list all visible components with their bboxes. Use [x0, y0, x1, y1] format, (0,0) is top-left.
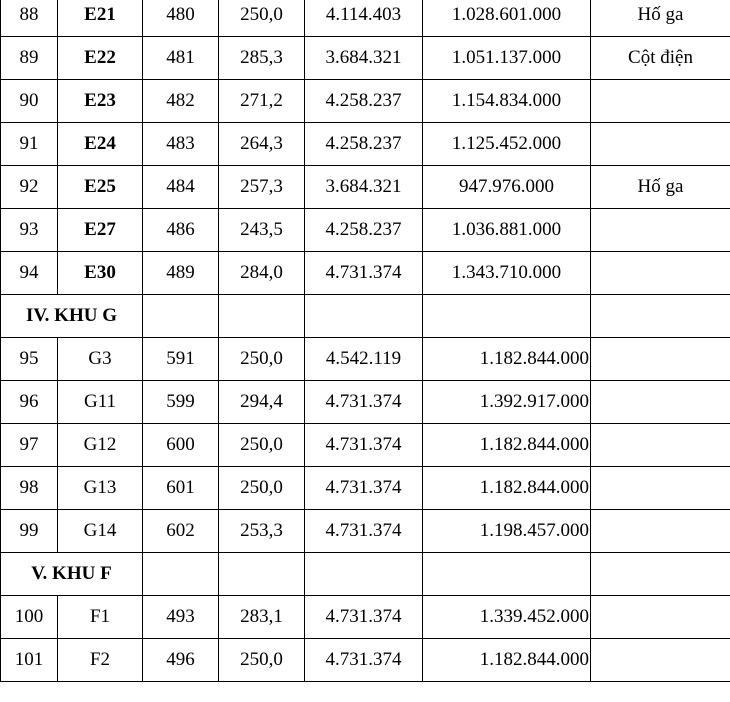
plot-code-cell: G14: [58, 510, 143, 553]
area-cell: 250,0: [219, 424, 305, 467]
area-cell: 250,0: [219, 0, 305, 37]
section-row: [1, 295, 730, 338]
note-cell: [591, 510, 730, 553]
table-row: [1, 381, 730, 424]
note-cell: [591, 80, 730, 123]
total-value-cell: 1.182.844.000: [423, 467, 591, 510]
plot-code-cell: E23: [58, 80, 143, 123]
empty-cell: [305, 553, 423, 596]
row-number-cell: 88: [1, 0, 58, 37]
empty-cell: [305, 295, 423, 338]
total-value-cell: 1.154.834.000: [423, 80, 591, 123]
table-row: [1, 596, 730, 639]
empty-cell: [423, 553, 591, 596]
row-number-cell: 91: [1, 123, 58, 166]
unit-price-cell: 4.258.237: [305, 123, 423, 166]
empty-cell: [219, 295, 305, 338]
table-row: [1, 37, 730, 80]
table-row: [1, 510, 730, 553]
plot-code-cell: G11: [58, 381, 143, 424]
note-cell: [591, 596, 730, 639]
plot-code-cell: G13: [58, 467, 143, 510]
plot-number-cell: 480: [143, 0, 219, 37]
row-number-cell: 93: [1, 209, 58, 252]
area-cell: 285,3: [219, 37, 305, 80]
plot-code-cell: E25: [58, 166, 143, 209]
plot-code-cell: F1: [58, 596, 143, 639]
empty-cell: [219, 553, 305, 596]
section-title: V. KHU F: [1, 553, 143, 596]
plot-number-cell: 600: [143, 424, 219, 467]
total-value-cell: 1.182.844.000: [423, 639, 591, 682]
unit-price-cell: 4.542.119: [305, 338, 423, 381]
note-cell: Hố ga: [591, 166, 730, 209]
plot-code-cell: G12: [58, 424, 143, 467]
unit-price-cell: 4.731.374: [305, 424, 423, 467]
row-number-cell: 101: [1, 639, 58, 682]
unit-price-cell: 3.684.321: [305, 37, 423, 80]
note-cell: [591, 381, 730, 424]
table-row: [1, 252, 730, 295]
unit-price-cell: 4.731.374: [305, 381, 423, 424]
empty-cell: [143, 553, 219, 596]
table-row: [1, 209, 730, 252]
area-cell: 257,3: [219, 166, 305, 209]
row-number-cell: 98: [1, 467, 58, 510]
table-row: [1, 338, 730, 381]
unit-price-cell: 4.114.403: [305, 0, 423, 37]
plot-code-cell: E22: [58, 37, 143, 80]
note-cell: Cột điện: [591, 37, 730, 80]
table-row: [1, 123, 730, 166]
note-cell: [591, 252, 730, 295]
unit-price-cell: 4.731.374: [305, 467, 423, 510]
row-number-cell: 94: [1, 252, 58, 295]
empty-cell: [591, 553, 730, 596]
note-cell: [591, 209, 730, 252]
unit-price-cell: 4.731.374: [305, 510, 423, 553]
plot-number-cell: 602: [143, 510, 219, 553]
plot-number-cell: 486: [143, 209, 219, 252]
total-value-cell: 1.392.917.000: [423, 381, 591, 424]
total-value-cell: 1.028.601.000: [423, 0, 591, 37]
plot-number-cell: 483: [143, 123, 219, 166]
area-cell: 284,0: [219, 252, 305, 295]
table-row: [1, 424, 730, 467]
total-value-cell: 1.051.137.000: [423, 37, 591, 80]
area-cell: 271,2: [219, 80, 305, 123]
row-number-cell: 89: [1, 37, 58, 80]
total-value-cell: 1.036.881.000: [423, 209, 591, 252]
table-row: [1, 80, 730, 123]
area-cell: 294,4: [219, 381, 305, 424]
note-cell: [591, 338, 730, 381]
unit-price-cell: 4.731.374: [305, 596, 423, 639]
area-cell: 250,0: [219, 467, 305, 510]
empty-cell: [591, 295, 730, 338]
total-value-cell: 947.976.000: [423, 166, 591, 209]
area-cell: 283,1: [219, 596, 305, 639]
unit-price-cell: 4.731.374: [305, 639, 423, 682]
table-row: [1, 467, 730, 510]
note-cell: Hố ga: [591, 0, 730, 37]
row-number-cell: 100: [1, 596, 58, 639]
note-cell: [591, 467, 730, 510]
table-row: [1, 0, 730, 37]
total-value-cell: 1.198.457.000: [423, 510, 591, 553]
note-cell: [591, 639, 730, 682]
total-value-cell: 1.343.710.000: [423, 252, 591, 295]
area-cell: 250,0: [219, 338, 305, 381]
total-value-cell: 1.182.844.000: [423, 338, 591, 381]
plot-code-cell: F2: [58, 639, 143, 682]
unit-price-cell: 4.258.237: [305, 209, 423, 252]
total-value-cell: 1.182.844.000: [423, 424, 591, 467]
section-row: [1, 553, 730, 596]
row-number-cell: 95: [1, 338, 58, 381]
row-number-cell: 99: [1, 510, 58, 553]
table-body: [1, 0, 730, 682]
plot-number-cell: 489: [143, 252, 219, 295]
empty-cell: [423, 295, 591, 338]
plot-number-cell: 496: [143, 639, 219, 682]
plot-number-cell: 599: [143, 381, 219, 424]
total-value-cell: 1.339.452.000: [423, 596, 591, 639]
unit-price-cell: 4.731.374: [305, 252, 423, 295]
unit-price-cell: 3.684.321: [305, 166, 423, 209]
plot-code-cell: E30: [58, 252, 143, 295]
empty-cell: [143, 295, 219, 338]
section-title: IV. KHU G: [1, 295, 143, 338]
area-cell: 253,3: [219, 510, 305, 553]
total-value-cell: 1.125.452.000: [423, 123, 591, 166]
row-number-cell: 90: [1, 80, 58, 123]
row-number-cell: 92: [1, 166, 58, 209]
plot-code-cell: G3: [58, 338, 143, 381]
table-row: [1, 639, 730, 682]
plot-number-cell: 484: [143, 166, 219, 209]
plot-number-cell: 591: [143, 338, 219, 381]
area-cell: 243,5: [219, 209, 305, 252]
table-row: [1, 166, 730, 209]
plot-code-cell: E21: [58, 0, 143, 37]
plot-number-cell: 481: [143, 37, 219, 80]
note-cell: [591, 123, 730, 166]
unit-price-cell: 4.258.237: [305, 80, 423, 123]
plot-code-cell: E24: [58, 123, 143, 166]
plot-number-cell: 482: [143, 80, 219, 123]
row-number-cell: 96: [1, 381, 58, 424]
area-cell: 250,0: [219, 639, 305, 682]
area-cell: 264,3: [219, 123, 305, 166]
plot-number-cell: 601: [143, 467, 219, 510]
plot-code-cell: E27: [58, 209, 143, 252]
note-cell: [591, 424, 730, 467]
plot-number-cell: 493: [143, 596, 219, 639]
row-number-cell: 97: [1, 424, 58, 467]
